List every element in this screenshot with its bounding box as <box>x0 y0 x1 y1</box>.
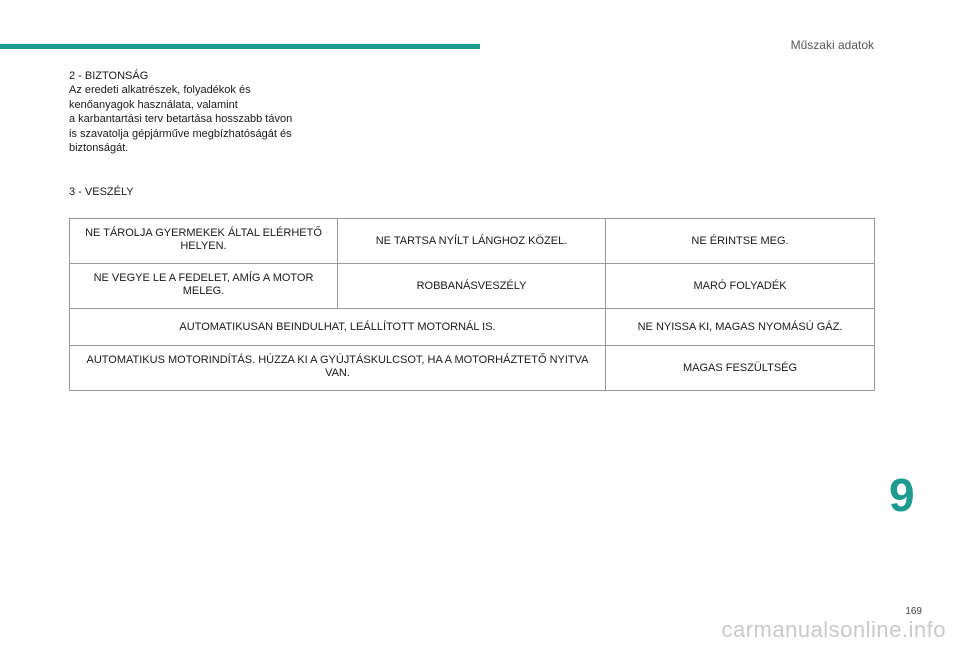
safety-line: is szavatolja gépjárműve megbízhatóságát és <box>69 127 292 140</box>
table-row <box>70 219 875 264</box>
table-cell: NE TÁROLJA GYERMEKEK ÁLTAL ELÉRHETŐ HELYEN. <box>70 219 338 264</box>
table-cell: MAGAS FESZÜLTSÉG <box>606 346 875 391</box>
table-cell: NE NYISSA KI, MAGAS NYOMÁSÚ GÁZ. <box>606 309 875 346</box>
table-cell: AUTOMATIKUS MOTORINDÍTÁS. HÚZZA KI A GYÚJTÁSKULCSOT, HA A MOTORHÁZTETŐ NYITVA VAN. <box>70 346 606 391</box>
safety-line: biztonságát. <box>69 142 129 155</box>
table-row <box>70 346 875 391</box>
table-cell: AUTOMATIKUSAN BEINDULHAT, LEÁLLÍTOTT MOTORNÁL IS. <box>70 309 606 346</box>
table-cell: NE VEGYE LE A FEDELET, AMÍG A MOTOR MELEG. <box>70 264 338 309</box>
table-row <box>70 264 875 309</box>
safety-line: a karbantartási terv betartása hosszabb távon <box>69 113 293 126</box>
table-row <box>70 309 875 346</box>
table-cell: MARÓ FOLYADÉK <box>606 264 875 309</box>
table-cell: NE TARTSA NYÍLT LÁNGHOZ KÖZEL. <box>338 219 606 264</box>
safety-line: kenőanyagok használata, valamint <box>69 98 238 111</box>
chapter-number: 9 <box>889 469 915 521</box>
danger-heading: 3 - VESZÉLY <box>69 186 134 198</box>
warnings-table <box>69 218 875 391</box>
section-title: Műszaki adatok <box>790 38 874 52</box>
watermark: carmanualsonline.info <box>721 617 946 642</box>
safety-paragraph <box>69 69 339 155</box>
table-cell: ROBBANÁSVESZÉLY <box>338 264 606 309</box>
safety-heading: 2 - BIZTONSÁG <box>69 70 149 82</box>
safety-line: Az eredeti alkatrészek, folyadékok és <box>69 84 251 97</box>
header-accent-bar <box>0 44 480 49</box>
page-number: 169 <box>905 606 922 617</box>
table-cell: NE ÉRINTSE MEG. <box>606 219 875 264</box>
